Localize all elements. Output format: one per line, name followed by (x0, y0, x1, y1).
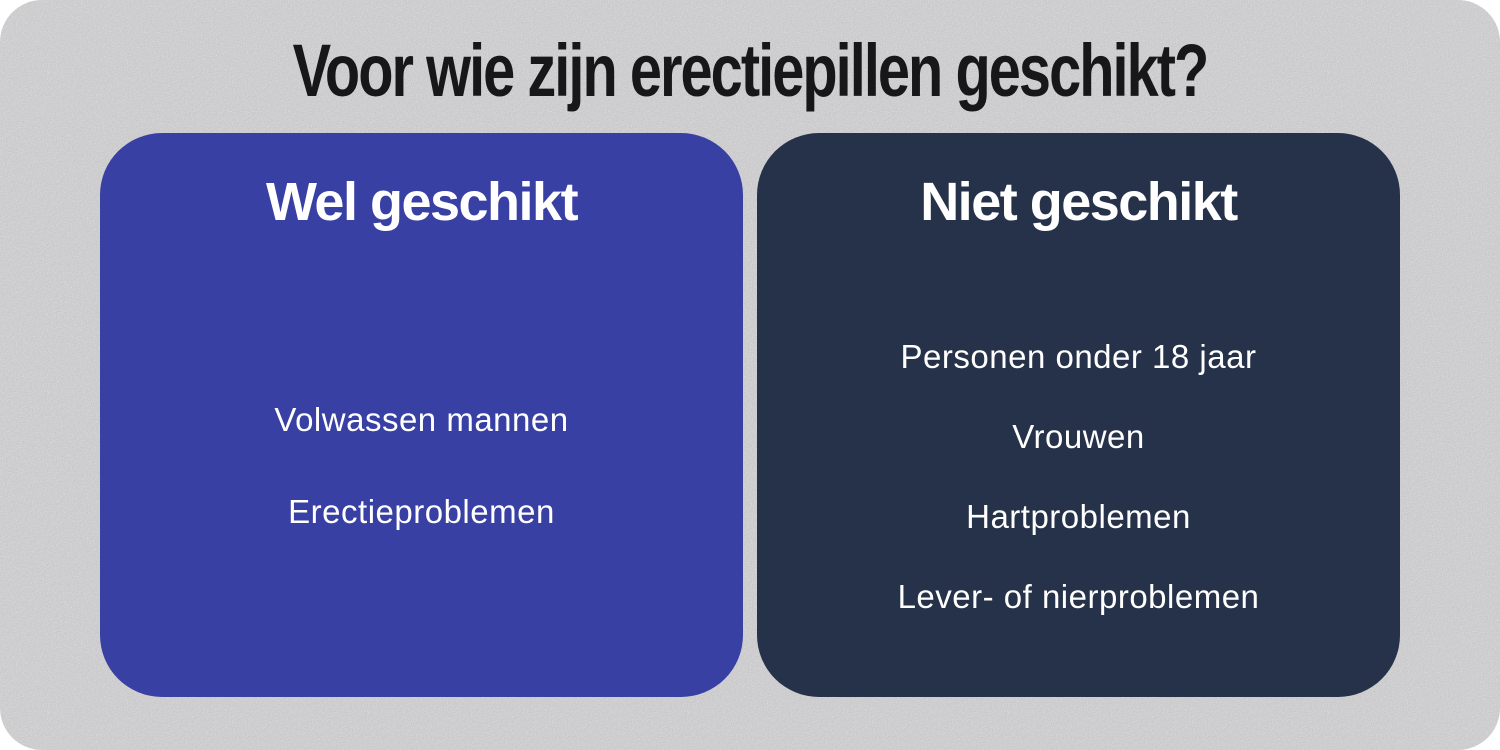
unsuitable-list-item: Vrouwen (1012, 418, 1145, 455)
unsuitable-list-item: Lever- of nierproblemen (897, 578, 1260, 615)
suitable-list-item: Volwassen mannen (274, 401, 569, 438)
unsuitable-list-item: Hartproblemen (966, 498, 1191, 535)
unsuitable-card-heading: Niet geschikt (920, 172, 1237, 232)
unsuitable-card (757, 133, 1400, 697)
suitable-card (100, 133, 743, 697)
page-title: Voor wie zijn erectiepillen geschikt? (292, 29, 1208, 112)
suitable-card-heading: Wel geschikt (265, 172, 578, 232)
unsuitable-list-item: Personen onder 18 jaar (900, 338, 1257, 375)
suitable-list-item: Erectieproblemen (288, 493, 555, 530)
